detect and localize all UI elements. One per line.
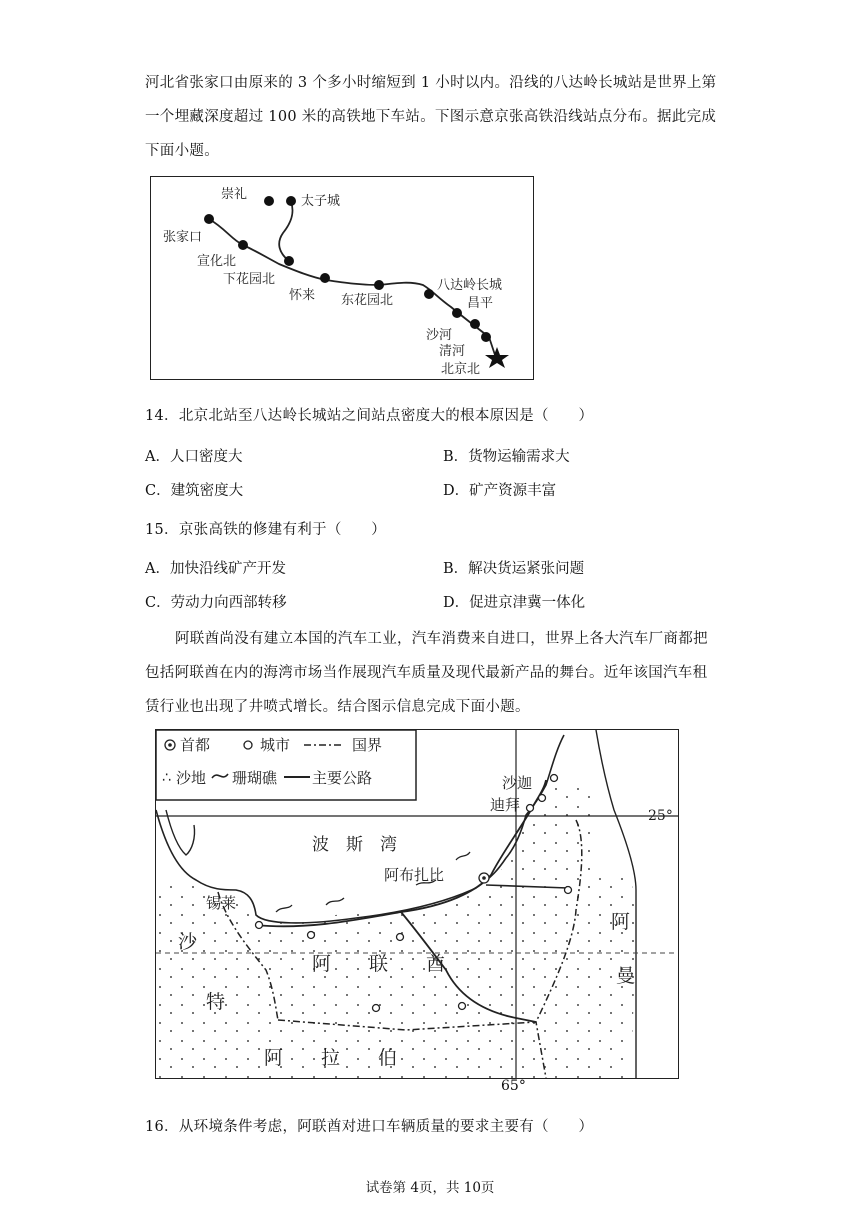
label-oman-2: 曼	[616, 965, 636, 987]
label-beijingbei: 北京北	[441, 362, 481, 377]
beijingbei-star-icon	[485, 347, 509, 368]
label-sila: 锡莱	[206, 894, 237, 912]
intro-line-1: 河北省张家口由原来的 3 个多小时缩短到 1 小时以内。沿线的八达岭长城站是世界上第	[145, 75, 717, 91]
city-dot-4	[373, 1005, 380, 1012]
label-qinghe: 清河	[439, 344, 466, 359]
intro2-line-2: 包括阿联酋在内的海湾市场当作展现汽车质量及现代最新产品的舞台。近年该国汽车租	[145, 665, 708, 681]
q14-option-a[interactable]: A．人口密度大	[145, 449, 243, 465]
label-lon-65: 65°	[501, 1078, 526, 1094]
label-xuanhuabei: 宣化北	[197, 254, 237, 269]
label-saudi-3: 阿 拉 伯	[264, 1047, 398, 1069]
station-dot-badaling	[424, 289, 434, 299]
intro-line-2: 一个埋藏深度超过 100 米的高铁地下车站。下图示意京张高铁沿线站点分布。据此完成	[145, 109, 717, 125]
q15-stem: 15．京张高铁的修建有利于（ ）	[145, 522, 387, 538]
intro-line-3: 下面小题。	[145, 143, 219, 159]
label-donghuayuanbei: 东花园北	[341, 293, 394, 308]
label-dubai: 迪拜	[490, 796, 521, 814]
label-changping: 昌平	[467, 296, 494, 311]
label-chongli: 崇礼	[221, 187, 248, 202]
city-dot-sila	[256, 922, 263, 929]
label-taizicheng: 太子城	[301, 194, 341, 209]
station-dot-donghuayuanbei	[374, 280, 384, 290]
label-abudhabi: 阿布扎比	[384, 866, 445, 884]
station-dot-taizicheng	[286, 196, 296, 206]
legend-reef: 珊瑚礁	[232, 769, 278, 787]
q15-option-b[interactable]: B．解决货运紧张问题	[443, 561, 585, 577]
label-shahe: 沙河	[426, 328, 453, 343]
land-sand-area	[156, 780, 636, 1078]
label-sharjah: 沙迦	[502, 774, 533, 792]
intro2-line-1: 阿联酋尚没有建立本国的汽车工业，汽车消费来自进口，世界上各大汽车厂商都把	[175, 631, 708, 647]
q15-option-c[interactable]: C．劳动力向西部转移	[145, 595, 287, 611]
reef-1	[276, 905, 292, 912]
label-xiahuayuanbei: 下花园北	[223, 272, 276, 287]
station-dot-xiahuayuanbei	[284, 256, 294, 266]
station-dot-qinghe	[481, 332, 491, 342]
q14-option-b[interactable]: B．货物运输需求大	[443, 449, 570, 465]
label-saudi-1: 沙	[178, 931, 198, 953]
label-saudi-2: 特	[206, 991, 226, 1013]
q15-option-a[interactable]: A．加快沿线矿产开发	[145, 561, 286, 577]
city-dot-2	[308, 932, 315, 939]
intro2-line-3: 赁行业也出现了井喷式增长。结合图示信息完成下面小题。	[145, 699, 530, 715]
svg-text:∴: ∴	[162, 770, 171, 786]
label-zhangjiakou: 张家口	[163, 230, 203, 245]
label-uae: 阿 联 酋	[312, 953, 446, 975]
reef-2	[326, 898, 344, 905]
label-gulf: 波 斯 湾	[312, 835, 397, 855]
q15-option-d[interactable]: D．促进京津冀一体化	[443, 595, 586, 611]
label-badaling: 八达岭长城	[437, 278, 503, 293]
rail-line-branch	[279, 202, 292, 261]
station-dot-changping	[452, 308, 462, 318]
city-dot-5	[459, 1003, 466, 1010]
legend-border: 国界	[352, 736, 383, 754]
q16-stem: 16．从环境条件考虑，阿联酋对进口车辆质量的要求主要有（ ）	[145, 1119, 594, 1135]
station-dot-chongli	[264, 196, 274, 206]
label-oman-1: 阿	[611, 911, 631, 933]
city-dot-north	[551, 775, 558, 782]
legend-city: 城市	[260, 736, 291, 754]
legend-capital: 首都	[180, 736, 211, 754]
page-footer: 试卷第 4页，共 10页	[365, 1180, 495, 1196]
city-dot-east	[565, 887, 572, 894]
city-dot-dubai	[527, 805, 534, 812]
legend-road: 主要公路	[312, 769, 373, 787]
label-lat-25: 25°	[648, 808, 673, 824]
reef-4	[456, 852, 470, 860]
q14-stem: 14．北京北站至八达岭长城站之间站点密度大的根本原因是（ ）	[145, 408, 594, 424]
city-dot-sharjah	[539, 795, 546, 802]
legend-sand: 沙地	[176, 769, 207, 787]
station-dot-zhangjiakou	[204, 214, 214, 224]
station-dot-xuanhuabei	[238, 240, 248, 250]
station-dot-shahe	[470, 319, 480, 329]
rail-map	[150, 176, 534, 380]
q14-option-c[interactable]: C．建筑密度大	[145, 483, 244, 499]
uae-map	[155, 729, 679, 1079]
q14-option-d[interactable]: D．矿产资源丰富	[443, 483, 557, 499]
station-dot-huailai	[320, 273, 330, 283]
city-dot-3	[397, 934, 404, 941]
label-huailai: 怀来	[289, 288, 316, 303]
